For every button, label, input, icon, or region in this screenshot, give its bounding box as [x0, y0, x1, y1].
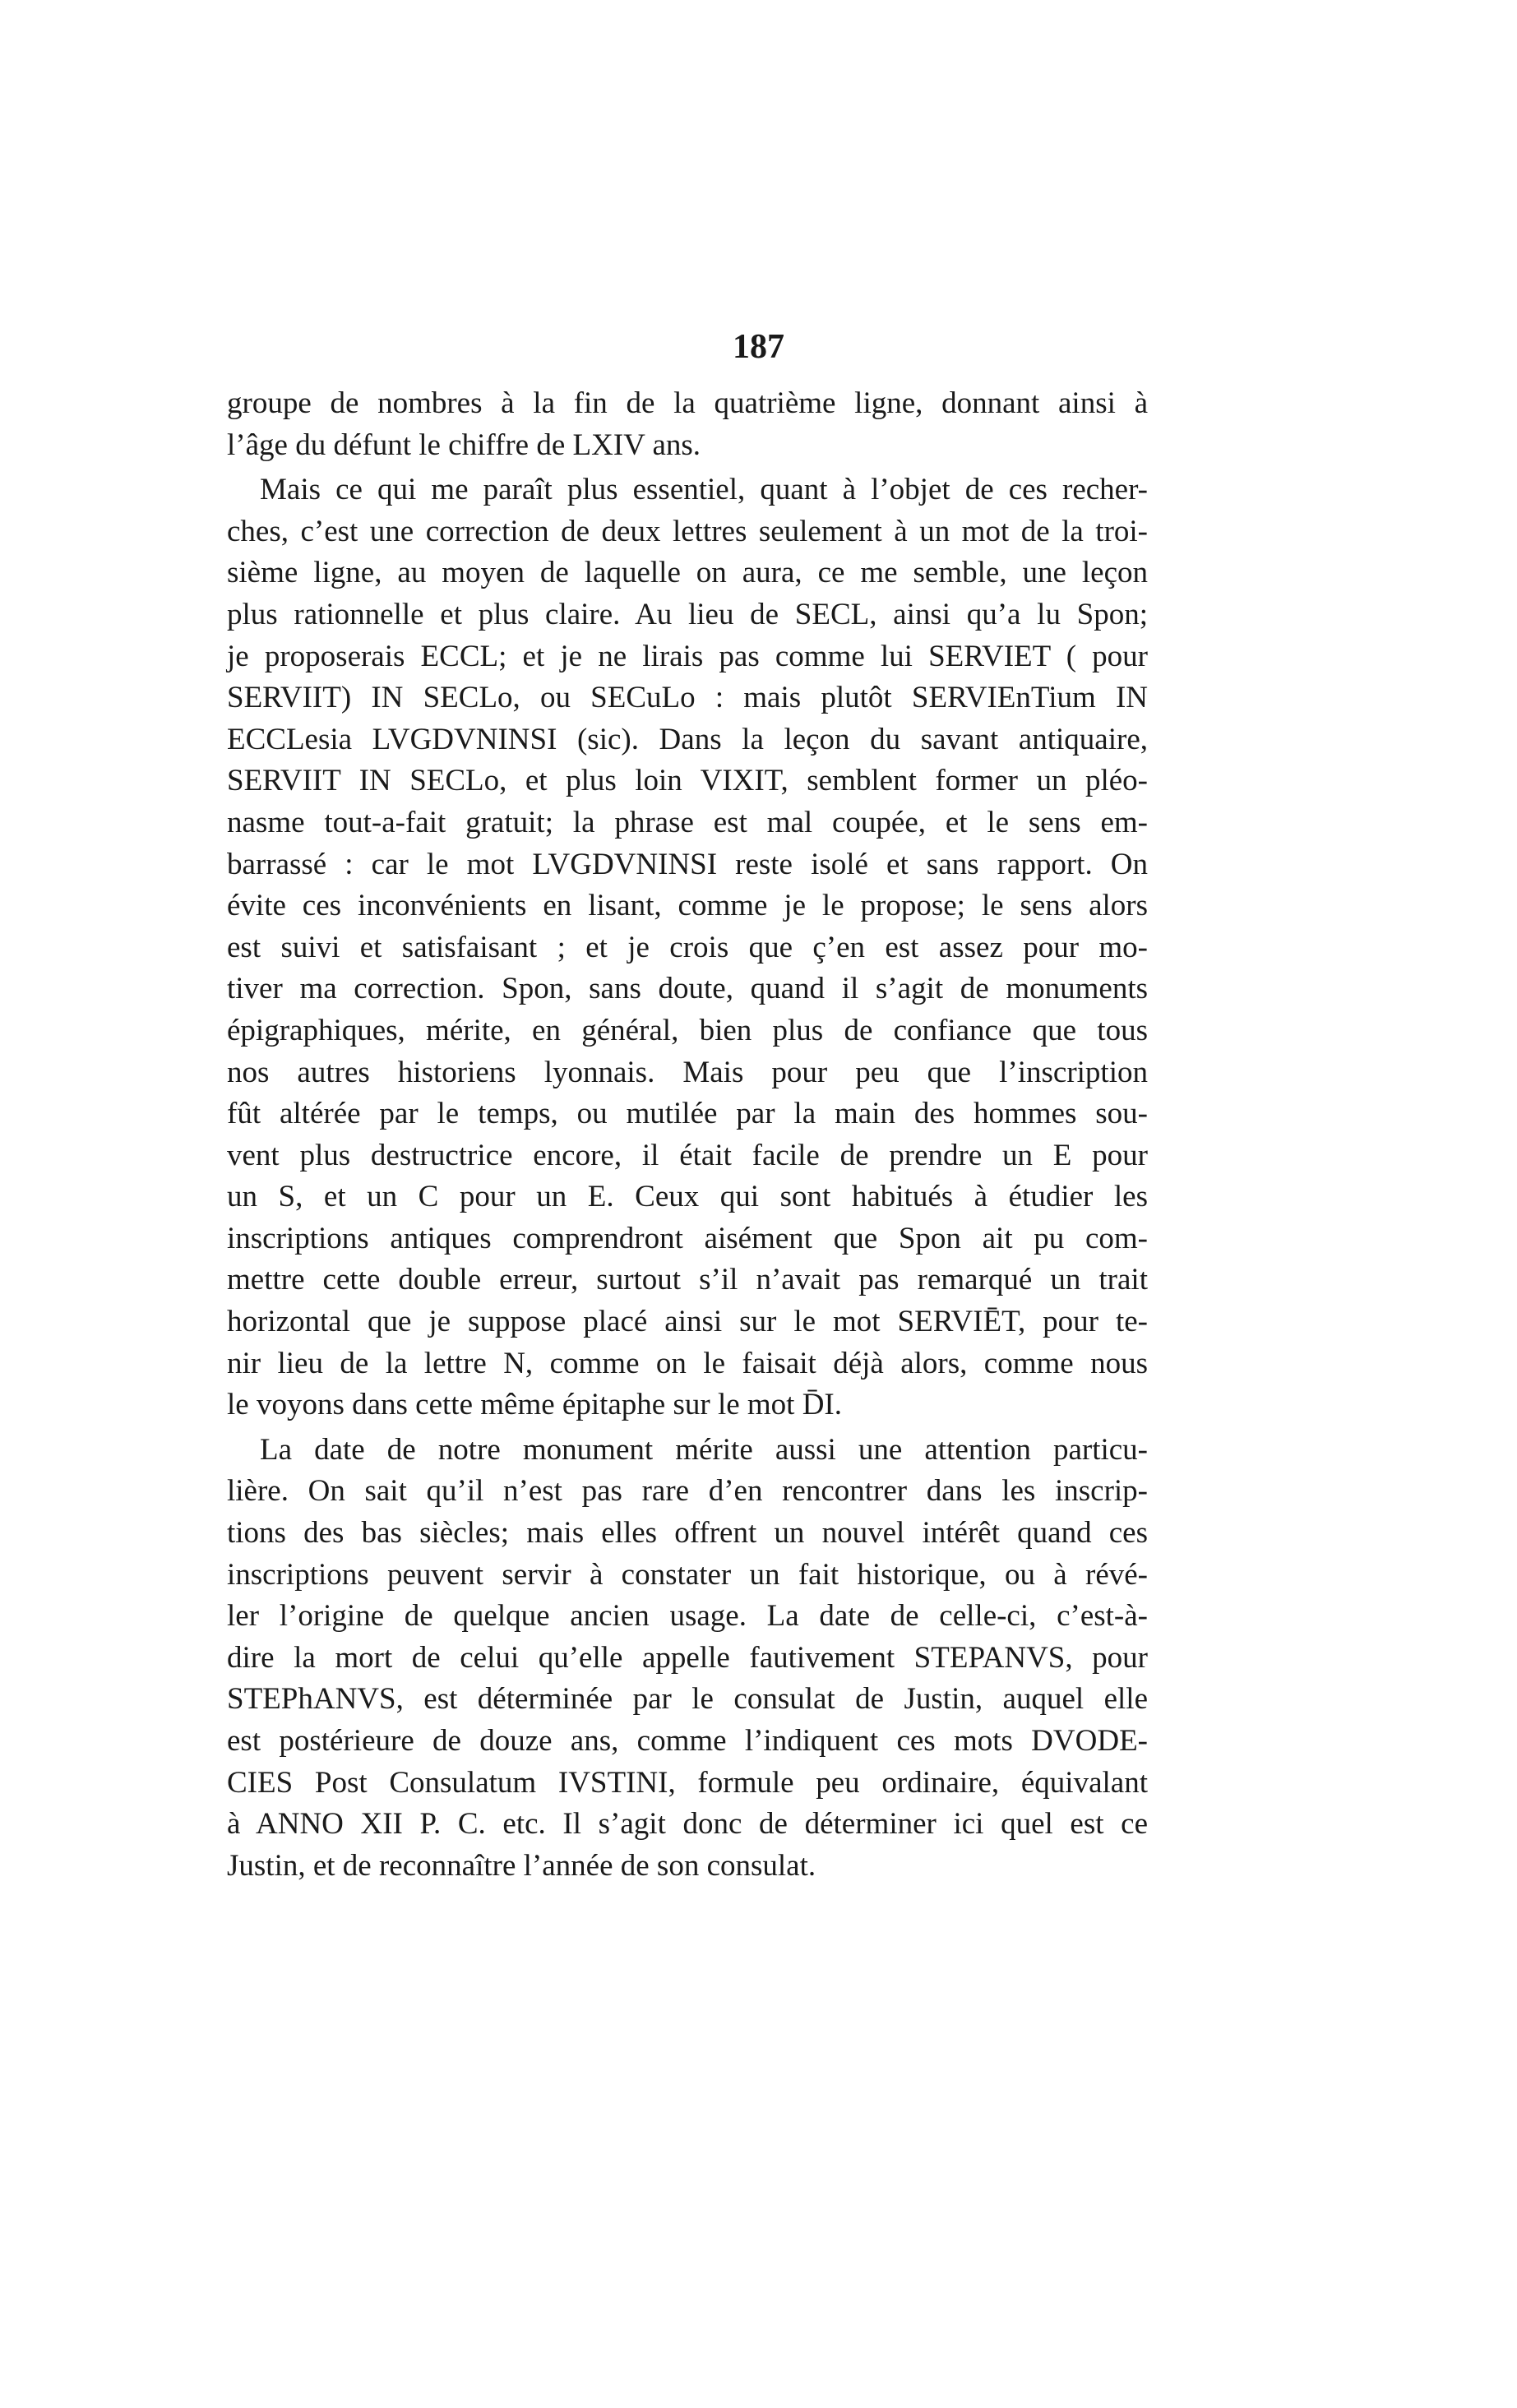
text-line: mettre cette double erreur, surtout s’il n’avait pas remarqué un trait: [227, 1263, 1148, 1297]
paragraph-2: [227, 469, 1148, 1426]
text-line: ler l’origine de quelque ancien usage. La date de celle-ci, c’est-à-: [227, 1599, 1148, 1634]
text-line: est suivi et satisfaisant ; et je crois que ç’en est assez pour mo-: [227, 930, 1148, 964]
text-line: à ANNO XII P. C. etc. Il s’agit donc de déterminer ici quel est ce: [227, 1807, 1148, 1842]
text-line: barrassé : car le mot LVGDVNINSI reste isolé et sans rapport. On: [227, 847, 1148, 881]
text-line: ECCLesia LVGDVNINSI (sic). Dans la leçon du savant antiquaire,: [227, 722, 1148, 756]
page-number: 187: [733, 328, 784, 366]
text-line: groupe de nombres à la fin de la quatrième ligne, donnant ainsi à: [227, 386, 1148, 420]
text-line: ches, c’est une correction de deux lettres seulement à un mot de la troi-: [227, 514, 1148, 548]
text-line: fût altérée par le temps, ou mutilée par la main des hommes sou-: [227, 1097, 1148, 1131]
text-line: nasme tout-a-fait gratuit; la phrase est mal coupée, et le sens em-: [227, 805, 1148, 839]
text-line: tiver ma correction. Spon, sans doute, quand il s’agit de monuments: [227, 972, 1148, 1006]
text-line: l’âge du défunt le chiffre de LXIV ans.: [227, 428, 701, 462]
text-line: le voyons dans cette même épitaphe sur le mot D̄I.: [227, 1388, 843, 1422]
text-line: un S, et un C pour un E. Ceux qui sont habitués à étudier les: [227, 1180, 1148, 1214]
paragraph-3: [227, 1430, 1148, 1888]
paragraph-1: [227, 383, 1148, 466]
text-line: est postérieure de douze ans, comme l’indiquent ces mots DVODE-: [227, 1724, 1148, 1758]
text-line: horizontal que je suppose placé ainsi sur le mot SERVIĒT, pour te-: [227, 1305, 1148, 1339]
text-line: SERVIIT IN SECLo, et plus loin VIXIT, semblent former un pléo-: [227, 764, 1148, 798]
text-line: CIES Post Consulatum IVSTINI, formule peu ordinaire, équivalant: [227, 1765, 1148, 1800]
text-line: plus rationnelle et plus claire. Au lieu de SECL, ainsi qu’a lu Spon;: [227, 597, 1148, 631]
text-line: Mais ce qui me paraît plus essentiel, quant à l’objet de ces recher-: [260, 473, 1148, 507]
text-line: nir lieu de la lettre N, comme on le faisait déjà alors, comme nous: [227, 1346, 1148, 1380]
text-line: sième ligne, au moyen de laquelle on aura, ce me semble, une leçon: [227, 556, 1148, 590]
text-line: STEPhANVS, est déterminée par le consulat de Justin, auquel elle: [227, 1682, 1148, 1717]
text-line: dire la mort de celui qu’elle appelle fautivement STEPANVS, pour: [227, 1640, 1148, 1675]
text-line: nos autres historiens lyonnais. Mais pour peu que l’inscription: [227, 1055, 1148, 1089]
text-line: inscriptions antiques comprendront aisément que Spon ait pu com-: [227, 1221, 1148, 1255]
text-line: épigraphiques, mérite, en général, bien plus de confiance que tous: [227, 1013, 1148, 1047]
text-line: tions des bas siècles; mais elles offrent un nouvel intérêt quand ces: [227, 1516, 1148, 1551]
text-line: SERVIIT) IN SECLo, ou SECuLo : mais plutôt SERVIEnTium IN: [227, 681, 1148, 715]
text-line: je proposerais ECCL; et je ne lirais pas comme lui SERVIET ( pour: [227, 639, 1148, 673]
text-line: évite ces inconvénients en lisant, comme je le propose; le sens alors: [227, 889, 1148, 923]
body-text: [227, 383, 1148, 1887]
text-line: vent plus destructrice encore, il était facile de prendre un E pour: [227, 1138, 1148, 1172]
text-line: La date de notre monument mérite aussi une attention particu-: [260, 1432, 1148, 1467]
text-line: inscriptions peuvent servir à constater un fait historique, ou à révé-: [227, 1557, 1148, 1592]
text-line: lière. On sait qu’il n’est pas rare d’en rencontrer dans les inscrip-: [227, 1474, 1148, 1509]
text-line: Justin, et de reconnaître l’année de son consulat.: [227, 1848, 816, 1883]
